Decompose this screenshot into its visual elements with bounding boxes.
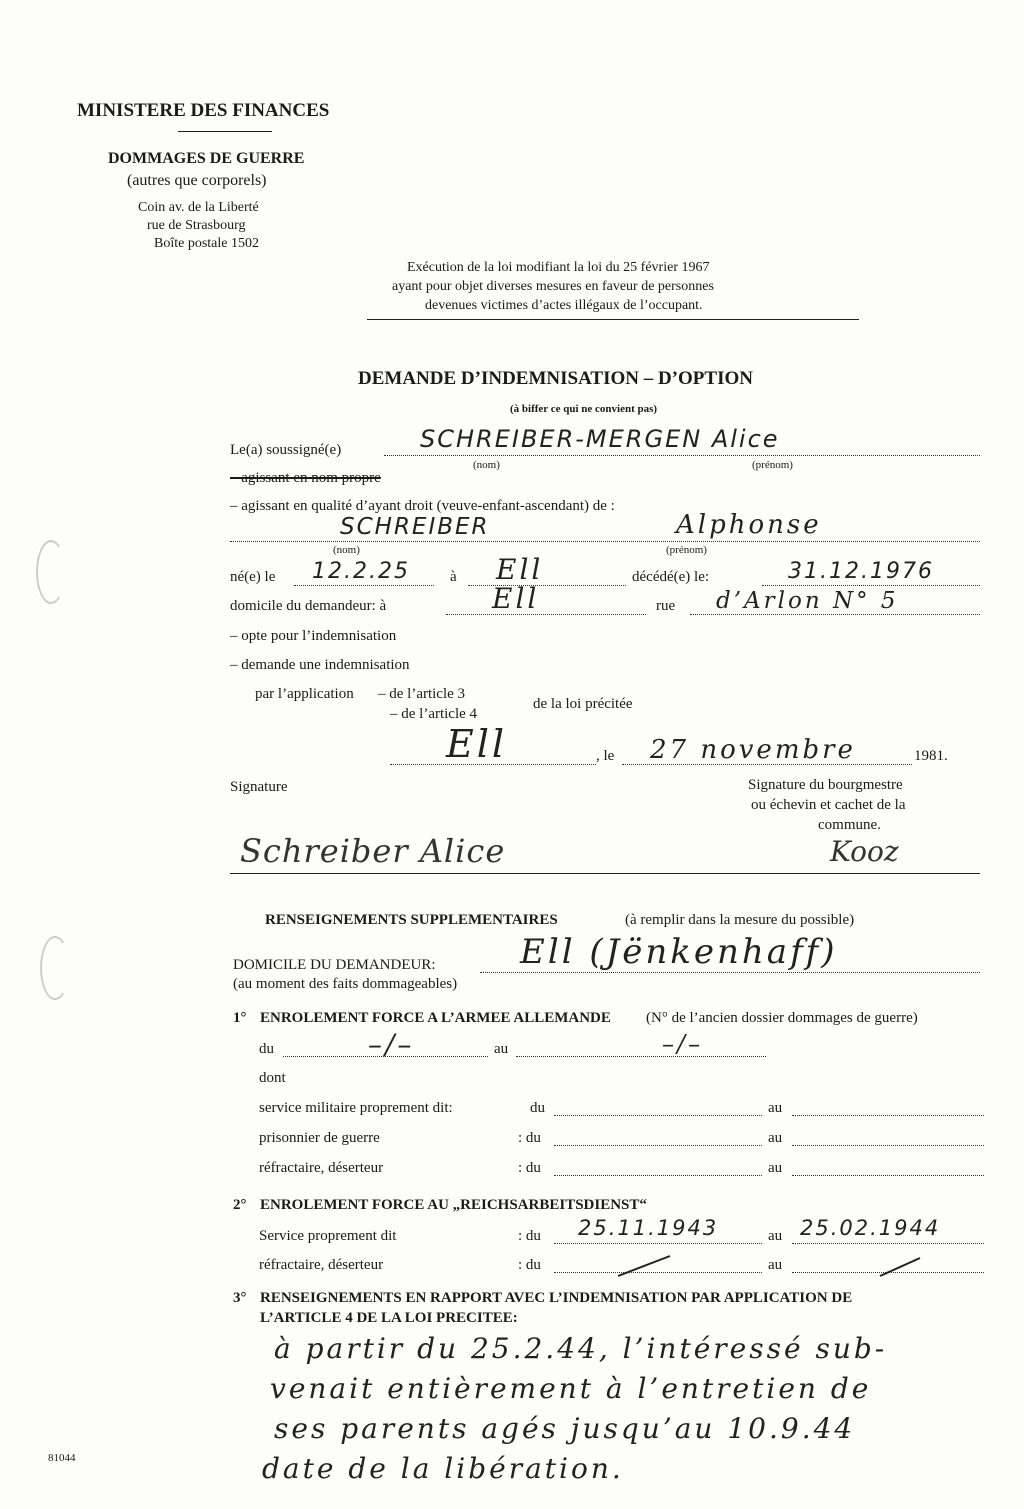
dont-label: dont [259,1070,286,1086]
law-line-1: Exécution de la loi modifiant la loi du 25 février 1967 [407,260,710,275]
date-le-label: , le [596,748,615,764]
nom-label: (nom) [473,459,500,471]
refractory-label: réfractaire, déserteur [259,1160,384,1176]
rue-label: rue [656,598,676,614]
rad-refractory-label: réfractaire, déserteur [259,1257,384,1273]
section-2-number: 2° [233,1197,247,1213]
applicant-signature[interactable]: Schreiber Alice [240,832,506,870]
prisoner-au-line [792,1145,984,1146]
s1-du-value[interactable]: –/– [368,1028,415,1061]
supplement-domicile-line [480,972,980,973]
rad-refractory-du-label: : du [518,1257,541,1273]
domicile-place[interactable]: Ell [492,582,540,615]
address-line-3: Boîte postale 1502 [154,236,259,251]
deceased-line [230,541,980,542]
option-demande: – demande une indemnisation [230,657,410,673]
rue-line [690,614,980,615]
service-au-line [792,1115,984,1116]
undersigned-line [384,455,980,456]
date-signed[interactable]: 27 novembre [650,735,856,765]
rad-du-label: : du [518,1228,541,1244]
address-line-2: rue de Strasbourg [147,218,246,233]
mayor-signature-line-2: ou échevin et cachet de la [751,797,906,813]
prisoner-du-label: : du [518,1130,541,1146]
rad-au-line [792,1243,984,1244]
strike-mark-au [880,1258,920,1276]
ministry-name: MINISTERE DES FINANCES [77,100,330,121]
refractory-au-label: au [768,1160,783,1176]
law-line-3: devenues victimes d’actes illégaux de l’occupant. [425,298,703,313]
prenom-label: (prénom) [752,459,793,471]
rue-value[interactable]: d’Arlon N° 5 [716,588,899,614]
service-du-label: du [530,1100,545,1116]
option-indemnisation: – opte pour l’indemnisation [230,628,397,644]
service-proper-label: Service proprement dit [259,1228,397,1244]
form-title: DEMANDE D’INDEMNISATION – D’OPTION [358,368,753,389]
prisoner-label: prisonnier de guerre [259,1130,380,1146]
rad-from-date[interactable]: 25.11.1943 [578,1216,719,1240]
prisoner-au-label: au [768,1130,783,1146]
mayor-signature-line-3: commune. [818,817,881,833]
section-3-title-line-1: RENSEIGNEMENTS EN RAPPORT AVEC L’INDEMNISATION PAR APPLICATION DE [260,1290,853,1306]
s1-au-value[interactable]: –/– [662,1030,704,1058]
application-label: par l’application [255,686,354,702]
supplement-title: RENSEIGNEMENTS SUPPLEMENTAIRES [265,912,558,928]
s1-au-line [516,1056,766,1057]
section-3-text-3[interactable]: ses parents agés jusqu’au 10.9.44 [274,1412,856,1445]
born-place[interactable]: Ell [496,553,544,586]
punch-hole-top [36,540,66,604]
died-date[interactable]: 31.12.1976 [788,559,934,584]
signature-label: Signature [230,779,288,795]
loi-label: de la loi précitée [533,696,633,712]
born-date-line [294,585,434,586]
deceased-prenom[interactable]: Alphonse [676,510,822,540]
section-3-text-4[interactable]: date de la libération. [262,1452,624,1485]
law-line-2: ayant pour objet diverses mesures en faveur de personnes [392,279,714,294]
born-date[interactable]: 12.2.25 [312,559,410,584]
as-heir-option: – agissant en qualité d’ayant droit (veuve-enfant-ascendant) de : [230,498,615,514]
rad-au-label: au [768,1228,783,1244]
s1-au-label: au [494,1041,509,1057]
signature-rule [230,873,980,874]
section-3-title-line-2: L’ARTICLE 4 DE LA LOI PRECITEE: [260,1310,518,1326]
article-4-option: – de l’article 4 [390,706,478,722]
rad-refractory-strikes [600,1250,940,1280]
refractory-au-line [792,1175,984,1176]
s1-du-label: du [259,1041,274,1057]
deceased-nom[interactable]: SCHREIBER [340,514,490,540]
section-1-title: ENROLEMENT FORCE A L’ARMEE ALLEMANDE [260,1010,611,1026]
address-line-1: Coin av. de la Liberté [138,200,259,215]
section-3-text-1[interactable]: à partir du 25.2.44, l’intéressé sub- [274,1332,888,1365]
header-divider [178,131,272,132]
domicile-label: domicile du demandeur: à [230,598,387,614]
supplement-domicile-value[interactable]: Ell (Jënkenhaff) [520,932,838,972]
undersigned-label: Le(a) soussigné(e) [230,442,342,458]
service-label: service militaire proprement dit: [259,1100,453,1116]
article-3-option: – de l’article 3 [378,686,466,702]
section-2-title: ENROLEMENT FORCE AU „REICHSARBEITSDIENST“ [260,1197,647,1213]
own-name-option: – agissant en nom propre [230,470,381,486]
year-label: 1981. [914,748,948,764]
rad-du-line [554,1243,762,1244]
deceased-prenom-label: (prénom) [666,544,707,556]
prisoner-du-line [554,1145,762,1146]
undersigned-value[interactable]: SCHREIBER-MERGEN Alice [420,425,780,453]
supplement-title-note: (à remplir dans la mesure du possible) [625,912,855,928]
deceased-nom-label: (nom) [333,544,360,556]
supplement-domicile-note: (au moment des faits dommageables) [233,976,458,992]
form-title-note: (à biffer ce qui ne convient pas) [510,403,658,415]
refractory-du-line [554,1175,762,1176]
supplement-domicile-label: DOMICILE DU DEMANDEUR: [233,957,436,973]
section-1-number: 1° [233,1010,247,1026]
law-divider [367,319,859,320]
died-label: décédé(e) le: [632,569,710,585]
mayor-signature[interactable]: Kooz [830,835,899,868]
died-date-line [762,585,980,586]
born-label: né(e) le [230,569,276,585]
refractory-du-label: : du [518,1160,541,1176]
born-at-label: à [450,569,457,585]
rad-refractory-au-label: au [768,1257,783,1273]
section-3-text-2[interactable]: venait entièrement à l’entretien de [270,1372,872,1405]
strike-mark-du [618,1256,670,1276]
place-signed[interactable]: Ell [446,722,508,766]
footer-reference: 81044 [48,1452,76,1464]
section-1-note: (N° de l’ancien dossier dommages de guerre) [646,1010,918,1026]
mayor-signature-line-1: Signature du bourgmestre [748,777,903,793]
punch-hole-bottom [40,936,70,1000]
rad-to-date[interactable]: 25.02.1944 [800,1216,941,1240]
department-name: DOMMAGES DE GUERRE [108,150,305,167]
service-au-label: au [768,1100,783,1116]
domicile-place-line [446,614,646,615]
department-subtitle: (autres que corporels) [127,172,267,189]
section-3-number: 3° [233,1290,247,1306]
service-du-line [554,1115,762,1116]
